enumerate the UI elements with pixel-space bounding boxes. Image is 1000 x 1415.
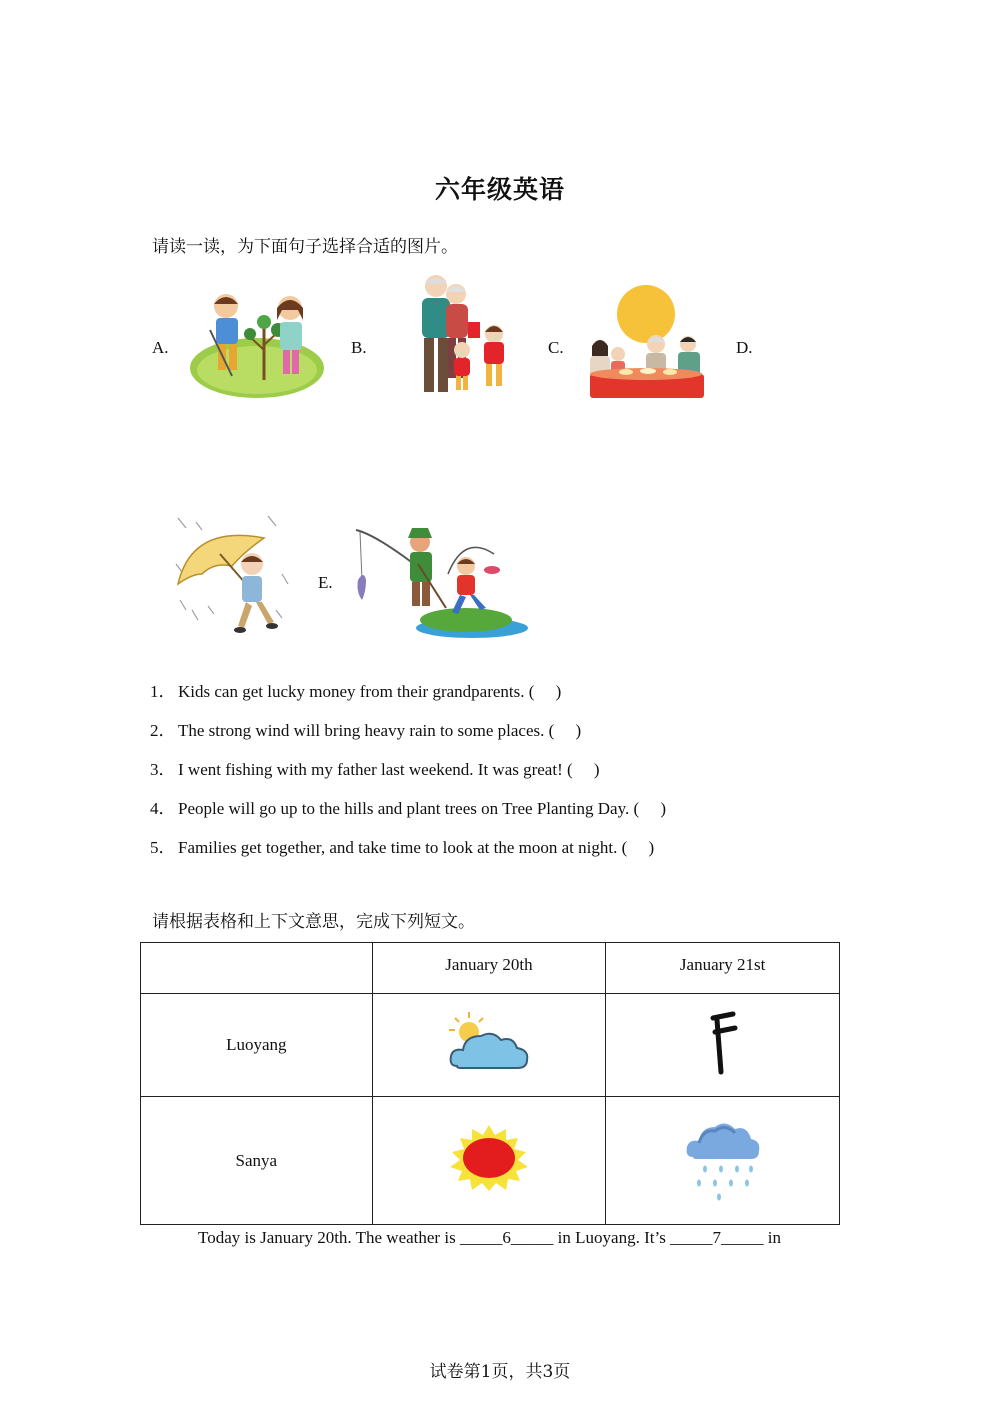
passage-text: Today is January 20th. The weather is _____6_____ in Luoyang. It’s _____7_____ in — [198, 1228, 782, 1247]
weather-cell — [372, 1097, 606, 1225]
question-text: People will go up to the hills and plant trees on Tree Planting Day. ( ) — [178, 799, 667, 818]
table-row — [141, 1097, 840, 1225]
weather-cell — [606, 1097, 840, 1225]
question-text: Kids can get lucky money from their grandparents. ( ) — [178, 682, 562, 701]
question-2 — [150, 716, 581, 741]
option-c-label: C. — [548, 338, 564, 357]
sunny-icon — [448, 1125, 530, 1191]
moon-family-dinner-picture — [586, 284, 708, 402]
question-3 — [150, 755, 600, 780]
rainy-icon — [685, 1113, 761, 1203]
question-5 — [150, 833, 654, 858]
table-header-cell: January 21st — [606, 943, 840, 994]
wind-rain-umbrella-picture — [172, 514, 290, 636]
tree-planting-picture — [188, 290, 326, 402]
page-footer: 试卷第1页，共3页 — [429, 1362, 571, 1382]
weather-table — [140, 942, 840, 1225]
question-number: 4． — [150, 799, 176, 818]
question-number: 1． — [150, 682, 176, 701]
option-d-label: D. — [736, 338, 753, 357]
table-row — [141, 994, 840, 1097]
table-header-row — [141, 943, 840, 994]
option-a-label: A. — [152, 338, 169, 357]
question-number: 2． — [150, 721, 176, 740]
fishing-picture — [354, 524, 530, 642]
section2-instruction: 请根据表格和上下文意思，完成下列短文。 — [152, 912, 475, 932]
table-header-cell — [141, 943, 373, 994]
lucky-money-picture — [396, 272, 514, 400]
question-number: 3． — [150, 760, 176, 779]
weather-cell — [372, 994, 606, 1097]
option-e-label: E. — [318, 573, 333, 592]
wind-icon — [703, 1010, 743, 1076]
table-header-cell: January 20th — [372, 943, 606, 994]
section1-instruction: 请读一读，为下面句子选择合适的图片。 — [152, 237, 458, 257]
question-text: I went fishing with my father last weekend. It was great! ( ) — [178, 760, 600, 779]
page-title: 六年级英语 — [434, 175, 565, 204]
weather-cell — [606, 994, 840, 1097]
question-number: 5． — [150, 838, 176, 857]
question-4 — [150, 794, 666, 819]
question-text: The strong wind will bring heavy rain to some places. ( ) — [178, 721, 582, 740]
question-1 — [150, 677, 561, 702]
question-text: Families get together, and take time to look at the moon at night. ( ) — [178, 838, 655, 857]
city-cell: Sanya — [141, 1097, 373, 1225]
option-b-label: B. — [351, 338, 367, 357]
city-cell: Luoyang — [141, 994, 373, 1097]
partly-cloudy-icon — [447, 1010, 531, 1076]
